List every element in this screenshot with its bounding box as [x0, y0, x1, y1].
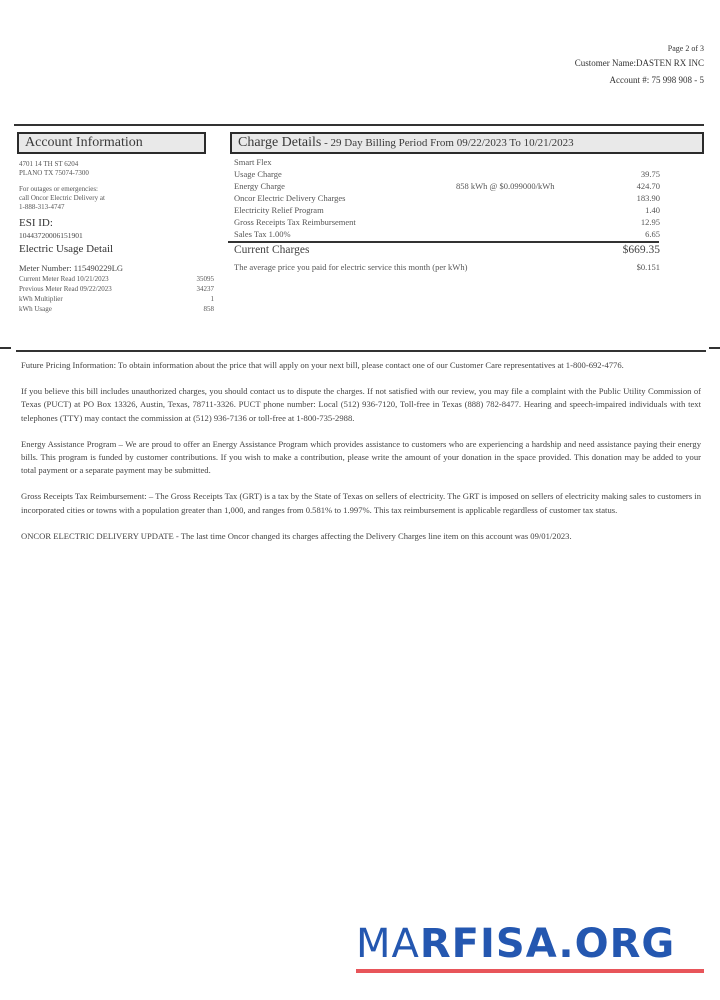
plan-name: Smart Flex — [234, 157, 272, 167]
page-header — [575, 43, 704, 89]
note-energy-assistance: Energy Assistance Program – We are proud to offer an Energy Assistance Program which provides assistance to customers who are experiencing a hardship and need assistance paying their energy bills. This program is funded by customer contributions. If you wish to make a contribution, please write the amount of your donation in the space provided. This donation may be added to your total payment or a separate payment may be submitted. — [21, 438, 701, 476]
billing-period: - 29 Day Billing Period From 09/22/2023 To 10/21/2023 — [321, 137, 574, 149]
note-grt: Gross Receipts Tax Reimbursement: – The Gross Receipts Tax (GRT) is a tax by the State of Texas on sellers of electricity. The GRT is imposed on sellers of electricity making sales to customers in incorporated cities or towns with a population greater than 1,000, and ranges from 0.581% to 1.997%. This tax reimbursement is applicable regardless of customer tax status. — [21, 491, 701, 515]
note-future-pricing: Future Pricing Information: To obtain information about the price that will apply on your next bill, please contact one of our Customer Care representatives at 1-800-692-4776. — [21, 360, 624, 370]
address-line-1: 4701 14 TH ST 6204 — [19, 160, 79, 168]
current-charges-row — [234, 243, 660, 257]
average-price-value: $0.151 — [636, 262, 660, 272]
account-info-section — [19, 160, 214, 314]
watermark-logo — [356, 922, 708, 973]
usage-row: kWh Multiplier 1 — [19, 295, 214, 303]
esi-label: ESI ID: — [19, 217, 53, 229]
bill-notes — [21, 359, 701, 556]
meter-number: Meter Number: 115490229LG — [19, 263, 124, 273]
usage-row: kWh Usage 858 — [19, 305, 214, 313]
page-number: Page 2 of 3 — [667, 44, 704, 53]
average-price-row — [234, 261, 660, 273]
usage-detail-title: Electric Usage Detail — [19, 243, 114, 255]
customer-name: Customer Name:DASTEN RX INC — [574, 58, 704, 68]
charge-row: Usage Charge 39.75 — [234, 169, 660, 179]
charge-row: Sales Tax 1.00% 6.65 — [234, 229, 660, 239]
top-divider — [14, 124, 704, 126]
average-price-label: The average price you paid for electric service this month (per kWh) — [234, 262, 468, 272]
watermark-text: MARFISA.ORG — [356, 921, 676, 967]
account-info-title — [17, 132, 206, 154]
current-charges-value: $669.35 — [622, 244, 660, 256]
charge-details-title-text: Charge Details — [238, 135, 322, 150]
usage-row: Previous Meter Read 09/22/2023 34237 — [19, 285, 214, 293]
middle-divider — [16, 350, 706, 352]
charge-row: Gross Receipts Tax Reimbursement 12.95 — [234, 217, 660, 227]
charge-row: Energy Charge 858 kWh @ $0.099000/kWh 424.70 — [234, 181, 660, 191]
charge-details-section — [234, 156, 660, 273]
charge-row: Electricity Relief Program 1.40 — [234, 205, 660, 215]
note-oncor-update: ONCOR ELECTRIC DELIVERY UPDATE - The last time Oncor changed its charges affecting the Delivery Charges line item on this account was 09/01/2023. — [21, 530, 572, 541]
account-info-title-text: Account Information — [25, 135, 143, 150]
charge-details-title — [230, 132, 704, 154]
charge-row: Oncor Electric Delivery Charges 183.90 — [234, 193, 660, 203]
address-line-2: PLANO TX 75074-7300 — [19, 169, 89, 177]
outage-line-1: For outages or emergencies: — [19, 185, 98, 193]
note-dispute: If you believe this bill includes unauthorized charges, you should contact us to dispute the charges. If not satisfied with our review, you may file a complaint with the Public Utility Commission of Texas (PUCT) at PO Box 13326, Austin, Texas, 78711-3326. PUCT phone number: Local (512) 936-7120, Toll-free in Texas (888) 782-8477. Hearing and speech-impaired individuals with text telephones (TTY) may contact the commission at (512) 936-7136 or toll-free at 1-800-735-2988. — [21, 386, 701, 423]
margin-tick-right — [709, 347, 720, 349]
margin-tick-left — [0, 347, 11, 349]
account-number: Account #: 75 998 908 - 5 — [609, 75, 704, 85]
current-charges-label: Current Charges — [234, 244, 310, 256]
esi-value: 10443720006151901 — [19, 231, 83, 240]
outage-phone: 1-888-313-4747 — [19, 203, 65, 211]
outage-line-2: call Oncor Electric Delivery at — [19, 194, 105, 202]
usage-row: Current Meter Read 10/21/2023 35095 — [19, 275, 214, 283]
watermark-underline — [356, 969, 704, 973]
